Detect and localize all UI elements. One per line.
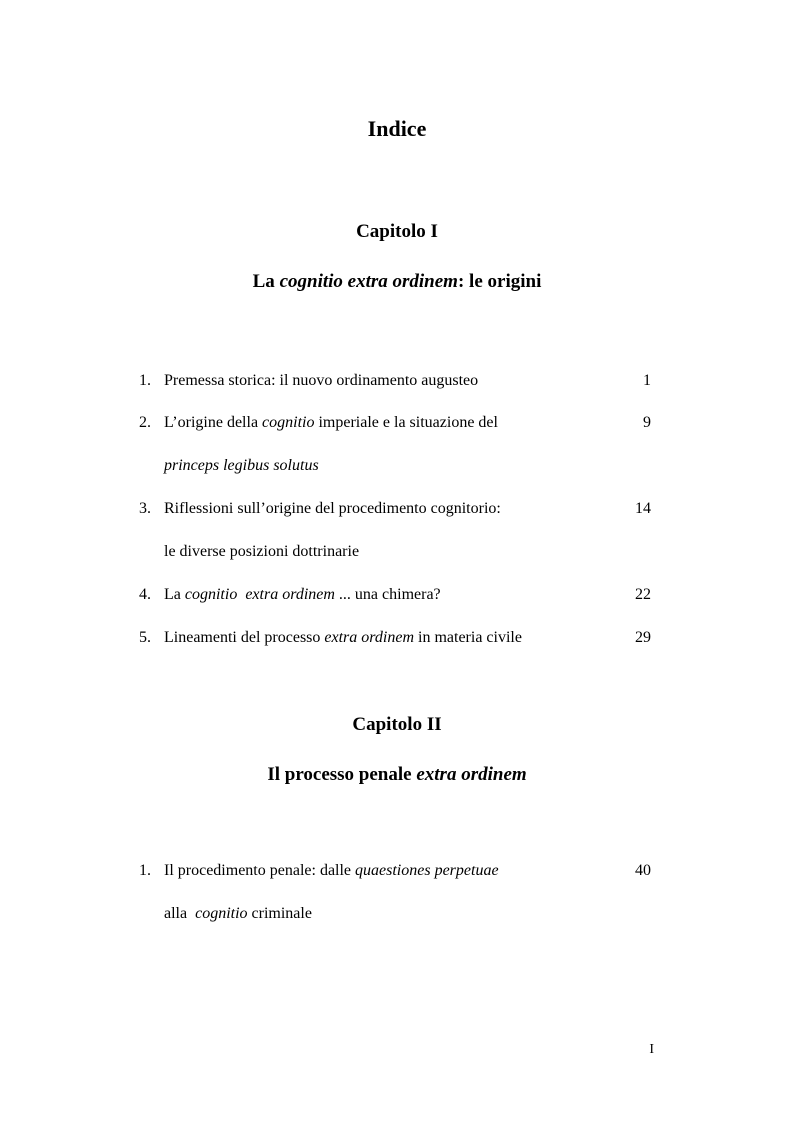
toc-entry-page: 1	[643, 372, 651, 389]
toc-entry-number: 2.	[139, 414, 151, 431]
toc-entry-text: Riflessioni sull’origine del procedimento cognitorio:	[164, 500, 501, 517]
page-title: Indice	[367, 116, 427, 141]
toc-entry-text: Lineamenti del processo extra ordinem in materia civile	[164, 629, 522, 646]
page-number: I	[649, 1042, 654, 1057]
toc-entry-text: Premessa storica: il nuovo ordinamento augusteo	[164, 372, 479, 389]
toc-entry-page: 9	[643, 414, 651, 431]
toc-entry-page: 29	[635, 629, 651, 646]
toc-entry-text-continued: princeps legibus solutus	[164, 457, 319, 474]
toc-entry-text: La cognitio extra ordinem ... una chimera?	[164, 586, 441, 603]
toc-entry-text-continued: alla cognitio criminale	[164, 905, 312, 922]
toc-entry-page: 14	[635, 500, 651, 517]
toc-entry-page: 22	[635, 586, 651, 603]
toc-entry-number: 1.	[139, 862, 151, 879]
toc-entry-page: 40	[635, 862, 651, 879]
toc-entry-text: L’origine della cognitio imperiale e la situazione del	[164, 414, 498, 431]
chapter-2-title: Il processo penale extra ordinem	[267, 764, 527, 785]
chapter-2-label: Capitolo II	[352, 714, 442, 735]
toc-entry-text-continued: le diverse posizioni dottrinarie	[164, 543, 360, 560]
toc-entry-number: 3.	[139, 500, 151, 517]
toc-entry-number: 5.	[139, 629, 151, 646]
toc-entry-number: 1.	[139, 372, 151, 389]
chapter-1-label: Capitolo I	[356, 221, 438, 242]
toc-entry-number: 4.	[139, 586, 151, 603]
chapter-1-title: La cognitio extra ordinem: le origini	[252, 271, 542, 292]
toc-entry-text: Il procedimento penale: dalle quaestiones perpetuae	[164, 862, 499, 879]
